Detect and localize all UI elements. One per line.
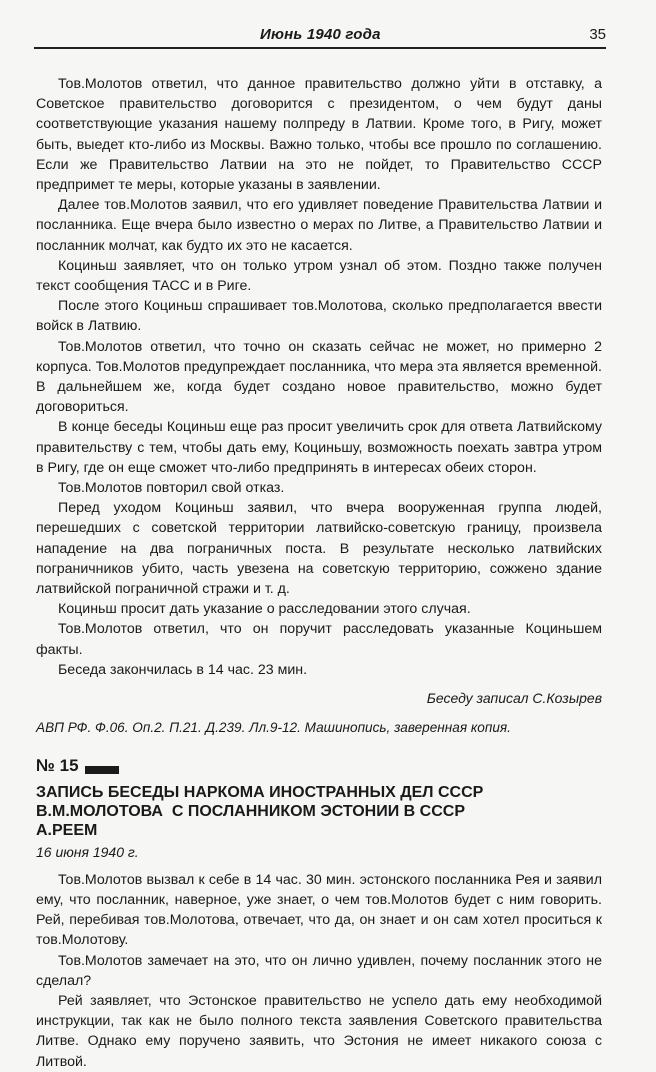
- paragraph: В конце беседы Коциньш еще раз просит увеличить срок для ответа Латвийскому правительству с тем, чтобы дать ему, Коциньшу, возможность поехать завтра утром в Ригу, где он еще сможет что-либо предпринять в интересах обеих сторон.: [36, 419, 602, 476]
- paragraph: Тов.Молотов повторил свой отказ.: [58, 480, 285, 497]
- document-number-row: [36, 755, 602, 779]
- archive-reference: АВП РФ. Ф.06. Оп.2. П.21. Д.239. Лл.9-12. Машинопись, заверенная копия.: [36, 720, 511, 736]
- document-number-bar: [85, 766, 119, 774]
- document-heading: [36, 783, 602, 840]
- paragraph: Тов.Молотов замечает на это, что он лично удивлен, почему посланник этого не сделал?: [36, 952, 602, 989]
- paragraph: Коциньш заявляет, что он только утром узнал об этом. Поздно также получен текст сообщения ТАСС и в Риге.: [36, 257, 602, 295]
- signature: Беседу записал С.Козырев: [426, 690, 602, 707]
- body-text: [36, 74, 602, 1072]
- paragraph: Тов.Молотов ответил, что данное правительство должно уйти в отставку, а Советское правительство договорится с президентом, о чем будут даны соответствующие указания нашему полпреду в Латвии. Кроме того, в Ригу, может быть, выедет кто-либо из Москвы. Важно только, чтобы все прошло по соглашению. Если же Правительство Латвии на это не пойдет, то Правительство СССР предпримет те меры, которые указаны в заявлении.: [36, 76, 602, 194]
- paragraph: Беседа закончилась в 14 час. 23 мин.: [58, 661, 308, 678]
- paragraph: Рей заявляет, что Эстонское правительство не успело дать ему необходимой инструкции, так как не было полного текста заявления Советского правительства Литве. Однако ему поручено заявить, что Эстония не имеет никакого союза с Литвой.: [36, 992, 602, 1070]
- heading-line: ЗАПИСЬ БЕСЕДЫ НАРКОМА ИНОСТРАННЫХ ДЕЛ СССР: [36, 783, 484, 801]
- paragraph: Далее тов.Молотов заявил, что его удивляет поведение Правительства Латвии и посланника. Еще вчера было известно о мерах по Литве, а Правительство Латвии и посланник молчат, как будто их это не касается.: [36, 197, 602, 254]
- paragraph: Перед уходом Коциньш заявил, что вчера вооруженная группа людей, перешедших с советской территории латвийско-советскую границу, произвела нападение на два пограничных поста. В результате несколько латвийских пограничников убито, часть увезена на советскую территорию, сожжено здание латвийской пограничной стражи и т. д.: [36, 500, 602, 598]
- running-header: [34, 26, 606, 46]
- paragraph: Тов.Молотов ответил, что он поручит расследовать указанные Коциньшем факты.: [36, 621, 602, 658]
- header-title: Июнь 1940 года: [260, 26, 381, 43]
- document-date: 16 июня 1940 г.: [36, 843, 139, 860]
- paragraph: Тов.Молотов вызвал к себе в 14 час. 30 мин. эстонского посланника Рея и заявил ему, что посланник, наверное, уже знает, о чем тов.Молотов будет с ним говорить. Рей, перебивая тов.Молотова, отвечает, что да, он знает и он сам хотел проситься к тов.Молотову.: [36, 871, 602, 949]
- page-number: 35: [589, 26, 606, 43]
- document-number: № 15: [36, 756, 79, 776]
- paragraph: Тов.Молотов ответил, что точно он сказать сейчас не может, но примерно 2 корпуса. Тов.Молотов предупреждает посланника, что мера эта является временной. В дальнейшем же, когда будет создано новое правительство, можно будет договориться.: [36, 338, 602, 416]
- heading-line: В.М.МОЛОТОВА С ПОСЛАННИКОМ ЭСТОНИИ В СССР: [36, 802, 466, 820]
- heading-line: А.РЕЕМ: [36, 821, 98, 839]
- paragraph: После этого Коциньш спрашивает тов.Молотова, сколько предполагается ввести войск в Латвию.: [36, 298, 602, 335]
- paragraph: Коциньш просит дать указание о расследовании этого случая.: [58, 601, 471, 618]
- header-rule: [34, 47, 606, 49]
